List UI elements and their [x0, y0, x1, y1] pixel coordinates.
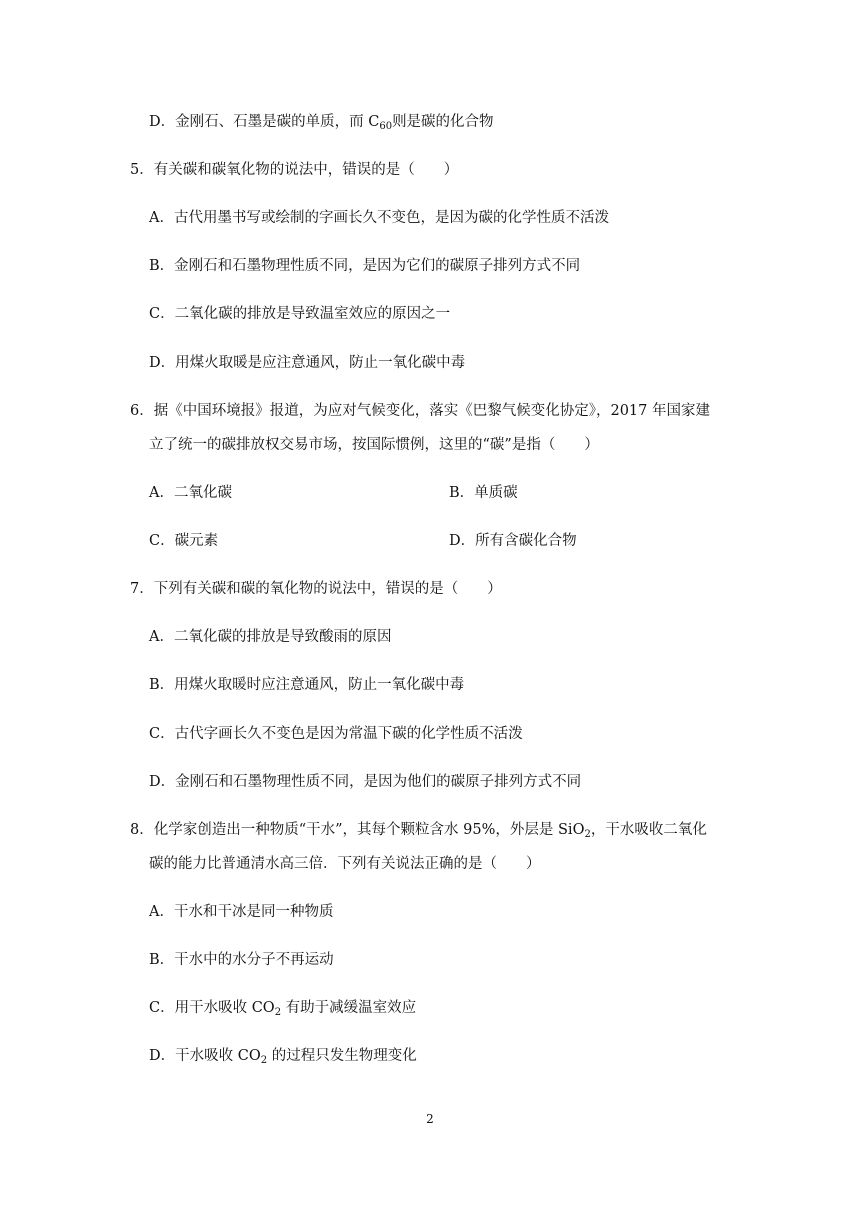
q6-stem-line1: 6．据《中国环境报》报道，为应对气候变化，落实《巴黎气候变化协定》，2017 年国家建	[130, 403, 710, 419]
q8-option-a: A．干水和干冰是同一种物质	[149, 904, 334, 920]
q8-stem-line1-text-b: ，干水吸收二氧化	[590, 822, 707, 838]
q8-stem-line1	[130, 820, 707, 840]
q8-option-d-text-b: 的过程只发生物理变化	[267, 1048, 417, 1064]
q8-option-c-subscript: 2	[274, 1007, 282, 1018]
q7-option-c: C．古代字画长久不变色是因为常温下碳的化学性质不活泼	[149, 726, 523, 742]
q5-option-c: C．二氧化碳的排放是导致温室效应的原因之一	[149, 306, 451, 322]
q4-option-d	[149, 112, 494, 132]
page-number: 2	[426, 1112, 434, 1126]
q5-option-d: D．用煤火取暖是应注意通风，防止一氧化碳中毒	[149, 355, 466, 371]
q7-stem: 7．下列有关碳和碳的氧化物的说法中，错误的是（ ）	[130, 581, 502, 597]
q4-option-d-text-b: 则是碳的化合物	[392, 114, 494, 130]
q8-option-c-text-a: C．用干水吸收 CO	[149, 1000, 275, 1016]
q8-option-b: B．干水中的水分子不再运动	[149, 952, 334, 968]
q8-stem-line2: 碳的能力比普通清水高三倍．下列有关说法正确的是（ ）	[149, 856, 541, 872]
q6-option-d: D．所有含碳化合物	[449, 533, 577, 549]
q5-option-a: A．古代用墨书写或绘制的字画长久不变色，是因为碳的化学性质不活泼	[149, 210, 609, 226]
q4-option-d-text-a: D．金刚石、石墨是碳的单质，而 C	[149, 114, 380, 130]
q5-stem: 5．有关碳和碳氧化物的说法中，错误的是（ ）	[130, 162, 459, 178]
q8-option-c	[149, 998, 416, 1018]
q7-option-b: B．用煤火取暖时应注意通风，防止一氧化碳中毒	[149, 677, 465, 693]
q6-option-b: B．单质碳	[449, 485, 518, 501]
q6-option-c: C．碳元素	[149, 533, 219, 549]
q5-option-b: B．金刚石和石墨物理性质不同，是因为它们的碳原子排列方式不同	[149, 258, 581, 274]
q7-option-d: D．金刚石和石墨物理性质不同，是因为他们的碳原子排列方式不同	[149, 774, 582, 790]
q8-option-c-text-b: 有助于减缓温室效应	[281, 1000, 417, 1016]
q8-stem-line1-subscript: 2	[584, 829, 591, 840]
q6-stem-line2: 立了统一的碳排放权交易市场，按国际惯例，这里的“碳”是指（ ）	[149, 437, 599, 453]
q7-option-a: A．二氧化碳的排放是导致酸雨的原因	[149, 629, 392, 645]
q8-stem-line1-text-a: 8．化学家创造出一种物质“干水”，其每个颗粒含水 95%，外层是 SiO	[130, 822, 585, 838]
q8-option-d	[149, 1046, 417, 1066]
q8-option-d-text-a: D．干水吸收 CO	[149, 1048, 261, 1064]
q4-option-d-subscript: 60	[379, 121, 393, 132]
q8-option-d-subscript: 2	[260, 1055, 268, 1066]
q6-option-a: A．二氧化碳	[149, 485, 232, 501]
